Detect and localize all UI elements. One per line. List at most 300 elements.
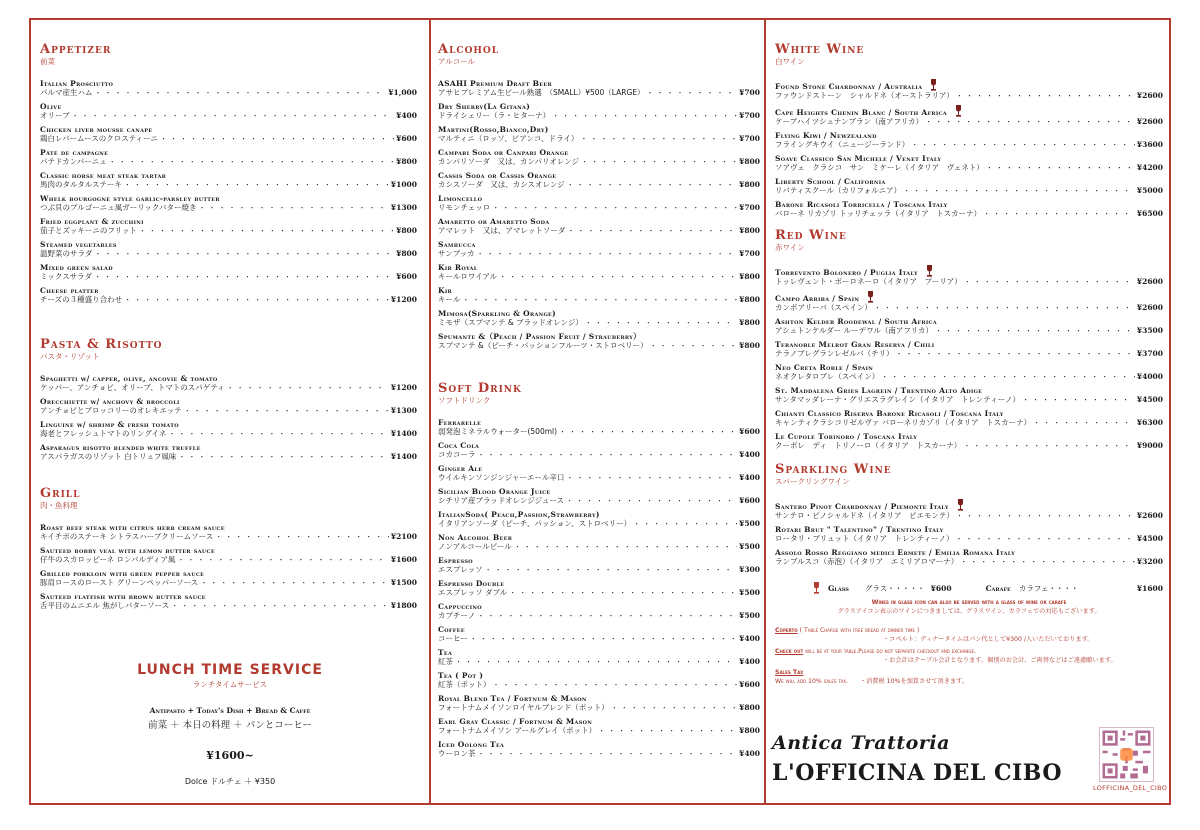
menu-item [775, 499, 1163, 521]
menu-item-detail [775, 534, 1163, 544]
menu-item-name-en [438, 148, 760, 157]
dot-leader [509, 588, 737, 598]
menu-item-name-en-text: Grilled porkloin with green pepper sauce [40, 569, 205, 578]
menu-item [438, 240, 760, 259]
menu-item-detail [438, 542, 760, 552]
menu-item-price: ¥1500 [390, 578, 417, 587]
menu-item-name-en [438, 464, 760, 473]
dot-leader [493, 680, 738, 690]
menu-item-detail [438, 318, 760, 328]
menu-item-name-jp: イタリアンソーダ（ピーチ、パッション、ストロベリー） [438, 519, 632, 528]
menu-item [40, 240, 417, 259]
dot-leader [477, 611, 737, 621]
menu-item-detail [40, 383, 417, 393]
menu-item [438, 263, 760, 282]
wine-glass-icon [930, 79, 937, 91]
dot-leader [184, 406, 389, 416]
menu-item [438, 671, 760, 690]
menu-item-name-en-text: Fried eggplant & zucchini [40, 217, 144, 226]
menu-item-name-en-text: ItalianSoda( Peach,Passion,Strawberry) [438, 510, 600, 519]
menu-item-name-en [775, 265, 1163, 277]
dot-leader [552, 111, 737, 121]
menu-item-name-en [775, 499, 1163, 511]
menu-item-name-jp: ノンアルコールビール [438, 542, 512, 551]
menu-item-name-jp: キイチボのステーキ シトラスハーブクリームソース [40, 532, 214, 541]
lunch-section [31, 662, 429, 787]
menu-item-name-en-text: Chianti Classico Riserva Barone Ricasoli / Toscana Italy [775, 409, 1004, 418]
menu-item [40, 420, 417, 439]
menu-item-name-en [438, 332, 760, 341]
menu-item-detail [438, 749, 760, 759]
menu-item-price: ¥400 [739, 749, 760, 758]
menu-item-price: ¥6300 [1136, 418, 1163, 427]
menu-item-price: ¥2100 [390, 532, 417, 541]
menu-item [438, 648, 760, 667]
menu-item-detail [40, 532, 417, 542]
menu-item-name-jp: アスパラガスのリゾット 白トリュフ風味 [40, 452, 177, 461]
menu-item-name-en [438, 263, 760, 272]
menu-item-name-jp: リバティスクール（カリフォルニア） [775, 186, 902, 195]
section-title: Pasta & Risotto [40, 337, 163, 352]
menu-item-name-en [40, 240, 417, 249]
menu-item [40, 569, 417, 588]
menu-item-name-jp: 舌平目のムニエル 焦がしバターソース [40, 601, 170, 610]
brand-script-title: Antica Trattoria [772, 732, 950, 754]
menu-item-name-en-text: Non Alcohol Beer [438, 533, 513, 542]
tax-jp: ・消費税 10%を加算させて頂きます。 [859, 678, 968, 685]
menu-item [775, 432, 1163, 451]
menu-item-name-en [775, 317, 1163, 326]
menu-item-name-en [40, 569, 417, 578]
dot-leader [72, 111, 395, 121]
menu-item-name-jp: トッレヴェント・ボーロネーロ（イタリア プーリア） [775, 277, 962, 286]
wine-glass-icon [957, 499, 964, 511]
dot-leader [567, 180, 737, 190]
menu-item-name-en [775, 386, 1163, 395]
menu-page [29, 18, 1171, 805]
dot-leader [559, 427, 737, 437]
menu-item [438, 579, 760, 598]
lunch-dolce: Dolce ドルチェ ＋ ¥350 [184, 777, 276, 786]
menu-item-detail [438, 295, 760, 305]
menu-item-price: ¥800 [739, 180, 760, 189]
menu-item-name-en [40, 397, 417, 406]
dot-leader [566, 496, 737, 506]
dot-leader [177, 555, 388, 565]
menu-item-name-jp: 豚肩ロースのロースト グリーンペッパーソース [40, 578, 199, 587]
menu-item-detail [438, 157, 760, 167]
menu-item-name-jp: ウーロン茶 [438, 749, 476, 758]
menu-item-name-jp: パテドカンパーニュ [40, 157, 107, 166]
wine-glass-icon [955, 105, 962, 117]
carafe-jp: カラフェ・・・・ [1018, 583, 1079, 593]
menu-item [775, 131, 1163, 150]
menu-item-name-en [775, 525, 1163, 534]
menu-item-name-jp: バローネ リカゾリ トッリチェッラ（イタリア トスカーナ） [775, 209, 982, 218]
menu-item-detail [438, 634, 760, 644]
menu-item-name-jp: カプチーノ [438, 611, 476, 620]
tax-note [775, 668, 1163, 677]
menu-item-detail [438, 611, 760, 621]
menu-item-detail [40, 578, 417, 588]
dot-leader [124, 295, 389, 305]
section-title: Grill [40, 486, 81, 501]
menu-item-name-en [438, 556, 760, 565]
dot-leader [1033, 418, 1135, 428]
menu-item-detail [775, 277, 1163, 287]
menu-item-detail [40, 226, 417, 236]
menu-item [40, 102, 417, 121]
menu-item-name-jp: ミモザ（スプマンテ & ブラッドオレンジ） [438, 318, 583, 327]
menu-item-name-en [40, 79, 417, 88]
carafe-price: ¥1600 [1136, 583, 1163, 593]
dot-leader [580, 134, 737, 144]
menu-item-name-en-text: Santero Pinot Chardonnay / Piemonte Italy [775, 502, 949, 511]
menu-item-name-en-text: Ginger Ale [438, 464, 483, 473]
menu-item [438, 171, 760, 190]
section-title: Alcohol [438, 42, 500, 57]
menu-item-name-en [40, 523, 417, 532]
menu-item-name-en-text: Tea [438, 648, 453, 657]
menu-item [775, 265, 1163, 287]
menu-item-name-jp: 仔牛のスカロッピーネ ロンバルディア風 [40, 555, 176, 564]
menu-item-name-en [438, 717, 760, 726]
glass-note-en: Wines in glass icon can also be served with a glass of wine or carafe [871, 599, 1067, 606]
menu-item [775, 154, 1163, 173]
menu-item-detail [438, 657, 760, 667]
menu-item-price: ¥800 [739, 295, 760, 304]
dot-leader [650, 341, 737, 351]
menu-item-detail [40, 601, 417, 611]
menu-item [40, 79, 417, 98]
brand-name: L'OFFICINA DEL CIBO [772, 760, 1062, 786]
menu-item [438, 286, 760, 305]
menu-item-detail [40, 295, 417, 305]
dot-leader [94, 272, 394, 282]
menu-item-name-jp: パルマ産生ハム [40, 88, 93, 97]
menu-item-detail [438, 473, 760, 483]
menu-item-name-jp: 弱発泡ミネラルウォーター(500ml) [438, 427, 558, 436]
menu-item [438, 79, 760, 98]
menu-item-name-en-text: Limoncello [438, 194, 483, 203]
menu-item-price: ¥500 [739, 611, 760, 620]
menu-item-name-jp: アンチョビとブロッコリーのオレキエッテ [40, 406, 182, 415]
menu-item-detail [438, 680, 760, 690]
wine-glass-icon [867, 291, 874, 303]
menu-item [40, 397, 417, 416]
menu-item-name-jp: エスプレッソ [438, 565, 483, 574]
menu-item-name-en-text: Iced Oolong Tea [438, 740, 505, 749]
dot-leader [903, 186, 1135, 196]
menu-item-name-jp: ウイルキンソンジンジャーエール辛口 [438, 473, 565, 482]
section-title: Red Wine [775, 228, 847, 243]
menu-item [775, 548, 1163, 567]
menu-item-name-jp: アマレット 又は、アマレットソーダ [438, 226, 566, 235]
dot-leader [581, 157, 737, 167]
menu-item [438, 602, 760, 621]
dot-leader [109, 157, 394, 167]
menu-item-name-en [438, 579, 760, 588]
menu-item [40, 374, 417, 393]
menu-item-price: ¥400 [739, 657, 760, 666]
menu-item-price: ¥500 [739, 588, 760, 597]
menu-item-name-en-text: Campo Arriba / Spain [775, 294, 860, 303]
menu-item [438, 556, 760, 575]
menu-item-name-en [438, 286, 760, 295]
menu-item-price: ¥1200 [390, 295, 417, 304]
dot-leader [925, 117, 1135, 127]
section-subtitle: パスタ・リゾット [40, 352, 100, 361]
menu-item [438, 309, 760, 328]
menu-item-price: ¥4200 [1136, 163, 1163, 172]
menu-item-detail [438, 226, 760, 236]
dot-leader [567, 226, 737, 236]
menu-item-name-jp: コカコーラ [438, 450, 476, 459]
menu-item-detail [775, 209, 1163, 219]
menu-item-name-jp: ランブルスコ（赤泡）（イタリア エミリアロマーナ） [775, 557, 959, 566]
section-subtitle: 前菜 [40, 57, 55, 66]
menu-item-name-jp: カンパリソーダ 又は、カンパリオレンジ [438, 157, 579, 166]
menu-item [438, 125, 760, 144]
menu-item-name-jp: フォートナムメイソン アールグレイ（ポット） [438, 726, 597, 735]
menu-item-name-en [438, 309, 760, 318]
menu-item-name-en [438, 533, 760, 542]
grill-section [40, 486, 417, 615]
menu-item-name-jp: 紅茶（ポット） [438, 680, 491, 689]
menu-item-name-en [438, 240, 760, 249]
menu-item [775, 79, 1163, 101]
dot-leader [492, 203, 737, 213]
menu-item-name-en [775, 200, 1163, 209]
menu-item-name-jp: オリーブ [40, 111, 70, 120]
menu-item [438, 418, 760, 437]
lunch-subtitle: ランチタイムサービス [192, 680, 268, 689]
menu-item-price: ¥2600 [1136, 277, 1163, 286]
menu-item-detail [40, 429, 417, 439]
dot-leader [911, 140, 1135, 150]
dot-leader [160, 134, 394, 144]
menu-item-name-jp: エスプレッソ ダブル [438, 588, 508, 597]
menu-item-name-en [775, 105, 1163, 117]
menu-item-name-en [775, 291, 1163, 303]
section-subtitle: スパークリングワイン [775, 477, 850, 486]
dot-leader [986, 163, 1135, 173]
menu-column-food [31, 20, 429, 803]
menu-item-detail [775, 140, 1163, 150]
section-subtitle: アルコール [438, 57, 476, 66]
menu-item-price: ¥600 [739, 427, 760, 436]
menu-item-name-jp: 馬肉のタルタルステーキ [40, 180, 122, 189]
menu-item-name-jp: ロータリ・ブリュット（イタリア トレンティーノ） [775, 534, 954, 543]
dot-leader [896, 349, 1135, 359]
menu-item-price: ¥400 [396, 111, 417, 120]
checkout-note [775, 647, 1163, 656]
menu-item-detail [775, 117, 1163, 127]
menu-item-name-en-text: Campari Soda or Canpari Orange [438, 148, 569, 157]
menu-item-name-jp: キール [438, 295, 461, 304]
menu-item-detail [775, 349, 1163, 359]
menu-item-name-jp: フライングキウイ（ニュージーランド） [775, 140, 910, 149]
menu-item-name-en-text: Kir Royal [438, 263, 478, 272]
menu-item-detail [40, 88, 417, 98]
menu-item-price: ¥800 [396, 249, 417, 258]
menu-item-name-en [40, 171, 417, 180]
menu-item-name-jp: クーポレ ディ トリノーロ（イタリア トスカーナ） [775, 441, 962, 450]
menu-item-detail [775, 418, 1163, 428]
menu-item-name-en [40, 592, 417, 601]
menu-item [40, 148, 417, 167]
menu-column-drinks [429, 20, 766, 803]
menu-item-price: ¥800 [739, 157, 760, 166]
section-subtitle: 白ワイン [775, 57, 805, 66]
tax-line [775, 677, 1163, 686]
menu-item-name-en [775, 432, 1163, 441]
menu-item [775, 317, 1163, 336]
menu-item-detail [775, 557, 1163, 567]
menu-item-name-jp: 紅茶 [438, 657, 453, 666]
menu-item-price: ¥3600 [1136, 140, 1163, 149]
menu-item-price: ¥3200 [1136, 557, 1163, 566]
menu-item-detail [40, 134, 417, 144]
menu-item-name-en-text: Orecchiette w/ anchovy & broccoli [40, 397, 180, 406]
menu-item-name-en [40, 546, 417, 555]
menu-item-name-en-text: Sauteed bobby veal with lemon butter sauce [40, 546, 215, 555]
menu-item-price: ¥800 [739, 272, 760, 281]
menu-item-price: ¥600 [396, 134, 417, 143]
qr-code[interactable] [1099, 727, 1154, 782]
menu-item-detail [775, 91, 1163, 101]
dot-leader [499, 272, 737, 282]
menu-item-detail [775, 441, 1163, 451]
dot-leader [95, 88, 387, 98]
section-title: White Wine [775, 42, 865, 57]
menu-item [438, 694, 760, 713]
alcohol-section [438, 42, 760, 355]
glass-jp: グラス・・・・・ [864, 583, 925, 593]
menu-item [775, 105, 1163, 127]
menu-item [40, 592, 417, 611]
menu-item-name-en-text: Espresso Double [438, 579, 505, 588]
menu-item-name-en-text: Coffee [438, 625, 465, 634]
wine-glass-icon [926, 265, 933, 277]
menu-item-name-en-text: Cappuccino [438, 602, 482, 611]
dot-leader [514, 542, 737, 552]
menu-item-name-en-text: Rotari Brut " Talentino" / Trentino Italy [775, 525, 944, 534]
menu-item-name-jp: スプマンテ &（ピーチ・パッションフルーツ・ストロベリー） [438, 341, 648, 350]
menu-item-price: ¥2600 [1136, 117, 1163, 126]
menu-item-price: ¥800 [739, 726, 760, 735]
menu-item-detail [438, 341, 760, 351]
menu-item-price: ¥1000 [390, 180, 417, 189]
dot-leader [956, 534, 1135, 544]
menu-item-name-en [438, 648, 760, 657]
menu-item-name-jp: ドライシェリー（ラ・ヒターナ） [438, 111, 551, 120]
glass-carafe-line [775, 582, 1163, 594]
menu-item-name-en-text: Amaretto or Amaretto Soda [438, 217, 550, 226]
menu-item-detail [40, 555, 417, 565]
menu-item-name-en-text: Classic horse meat steak tartar [40, 171, 167, 180]
menu-item-detail [438, 427, 760, 437]
menu-item-price: ¥400 [739, 634, 760, 643]
dot-leader [633, 519, 737, 529]
menu-item-name-en-text: Teranoble Melrot Gran Reserva / Chili [775, 340, 935, 349]
menu-item-name-en-text: Tea ( Pot ) [438, 671, 484, 680]
menu-item-name-en-text: Neo Creta Roble / Spain [775, 363, 874, 372]
menu-item-name-jp: キャンティクラシコリゼルヴァ バローネリカゾリ（イタリア トスカーナ） [775, 418, 1032, 427]
appetizer-section [40, 42, 417, 309]
menu-item-name-jp: ネオクレタロブレ（スペイン） [775, 372, 880, 381]
checkout-jp: ・お会計はテーブル会計となります。個別のお会計、ご両替などはご遠慮願います。 [883, 657, 1117, 664]
menu-item [438, 148, 760, 167]
menu-item-name-en [438, 102, 760, 111]
dot-leader [478, 450, 738, 460]
menu-item-price: ¥500 [739, 519, 760, 528]
menu-item [40, 217, 417, 236]
menu-item-price: ¥3700 [1136, 349, 1163, 358]
menu-column-wine [764, 20, 1171, 803]
menu-item-detail [438, 565, 760, 575]
menu-item-name-jp: 鶏白レバームースのクロスティーニ [40, 134, 158, 143]
menu-item [438, 441, 760, 460]
menu-item-detail [775, 395, 1163, 405]
menu-item-name-en [775, 548, 1163, 557]
menu-item-name-jp: ケッパー、アンチョビ、オリーブ、トマトのスパゲティ [40, 383, 225, 392]
menu-item-price: ¥1200 [390, 383, 417, 392]
dot-leader [198, 203, 388, 213]
menu-item-price: ¥1300 [390, 406, 417, 415]
menu-item-price: ¥800 [396, 226, 417, 235]
lunch-description-jp: 前菜 ＋ 本日の料理 ＋ パンとコーヒー [148, 720, 312, 731]
menu-item-name-en-text: Coca Cola [438, 441, 480, 450]
menu-item-name-en [438, 740, 760, 749]
white-wine-section [775, 42, 1163, 223]
soft-drink-section [438, 381, 760, 763]
menu-item-name-en-text: Linguine w/ shrimp & fresh tomato [40, 420, 179, 429]
menu-item-price: ¥1800 [390, 601, 417, 610]
section-title: Appetizer [40, 42, 112, 57]
checkout-en: will be at your table.Please do not separate checkout and exchange. [805, 648, 977, 655]
menu-item [40, 171, 417, 190]
menu-item-detail [40, 111, 417, 121]
menu-item-detail [438, 726, 760, 736]
menu-item-price: ¥800 [396, 157, 417, 166]
menu-item-name-en-text: Olive [40, 102, 62, 111]
dot-leader [963, 441, 1135, 451]
menu-item-name-en-text: Spumante &（Peach / Passion Fruit / Strauberry） [438, 332, 641, 341]
menu-item-name-en-text: Pâté de campagne [40, 148, 109, 157]
menu-item-price: ¥700 [739, 111, 760, 120]
menu-item-name-jp: カンポアリーバ（スペイン） [775, 303, 872, 312]
menu-item-name-en-text: Torrevento Bolonero / Puglia Italy [775, 268, 918, 277]
dot-leader [178, 452, 388, 462]
menu-item-detail [40, 272, 417, 282]
menu-item-name-en [40, 194, 417, 203]
menu-item-detail [40, 157, 417, 167]
menu-item-price: ¥700 [739, 203, 760, 212]
menu-item-name-en [40, 125, 417, 134]
pasta-section [40, 337, 417, 466]
tax-label: Sales Tax [775, 669, 804, 676]
menu-item-name-en-text: Sauteed flatfish with brown butter sauce [40, 592, 206, 601]
menu-item-detail [40, 180, 417, 190]
menu-item-name-jp: チーズの３種盛り合わせ [40, 295, 123, 304]
dot-leader [94, 249, 394, 259]
menu-item [438, 740, 760, 759]
dot-leader [1022, 395, 1135, 405]
menu-item-name-en-text: Flying Kiwi / Newzealand [775, 131, 877, 140]
menu-item-name-en-text: Earl Gray Classic / Fortnum & Mason [438, 717, 593, 726]
menu-item-name-en [40, 443, 417, 452]
